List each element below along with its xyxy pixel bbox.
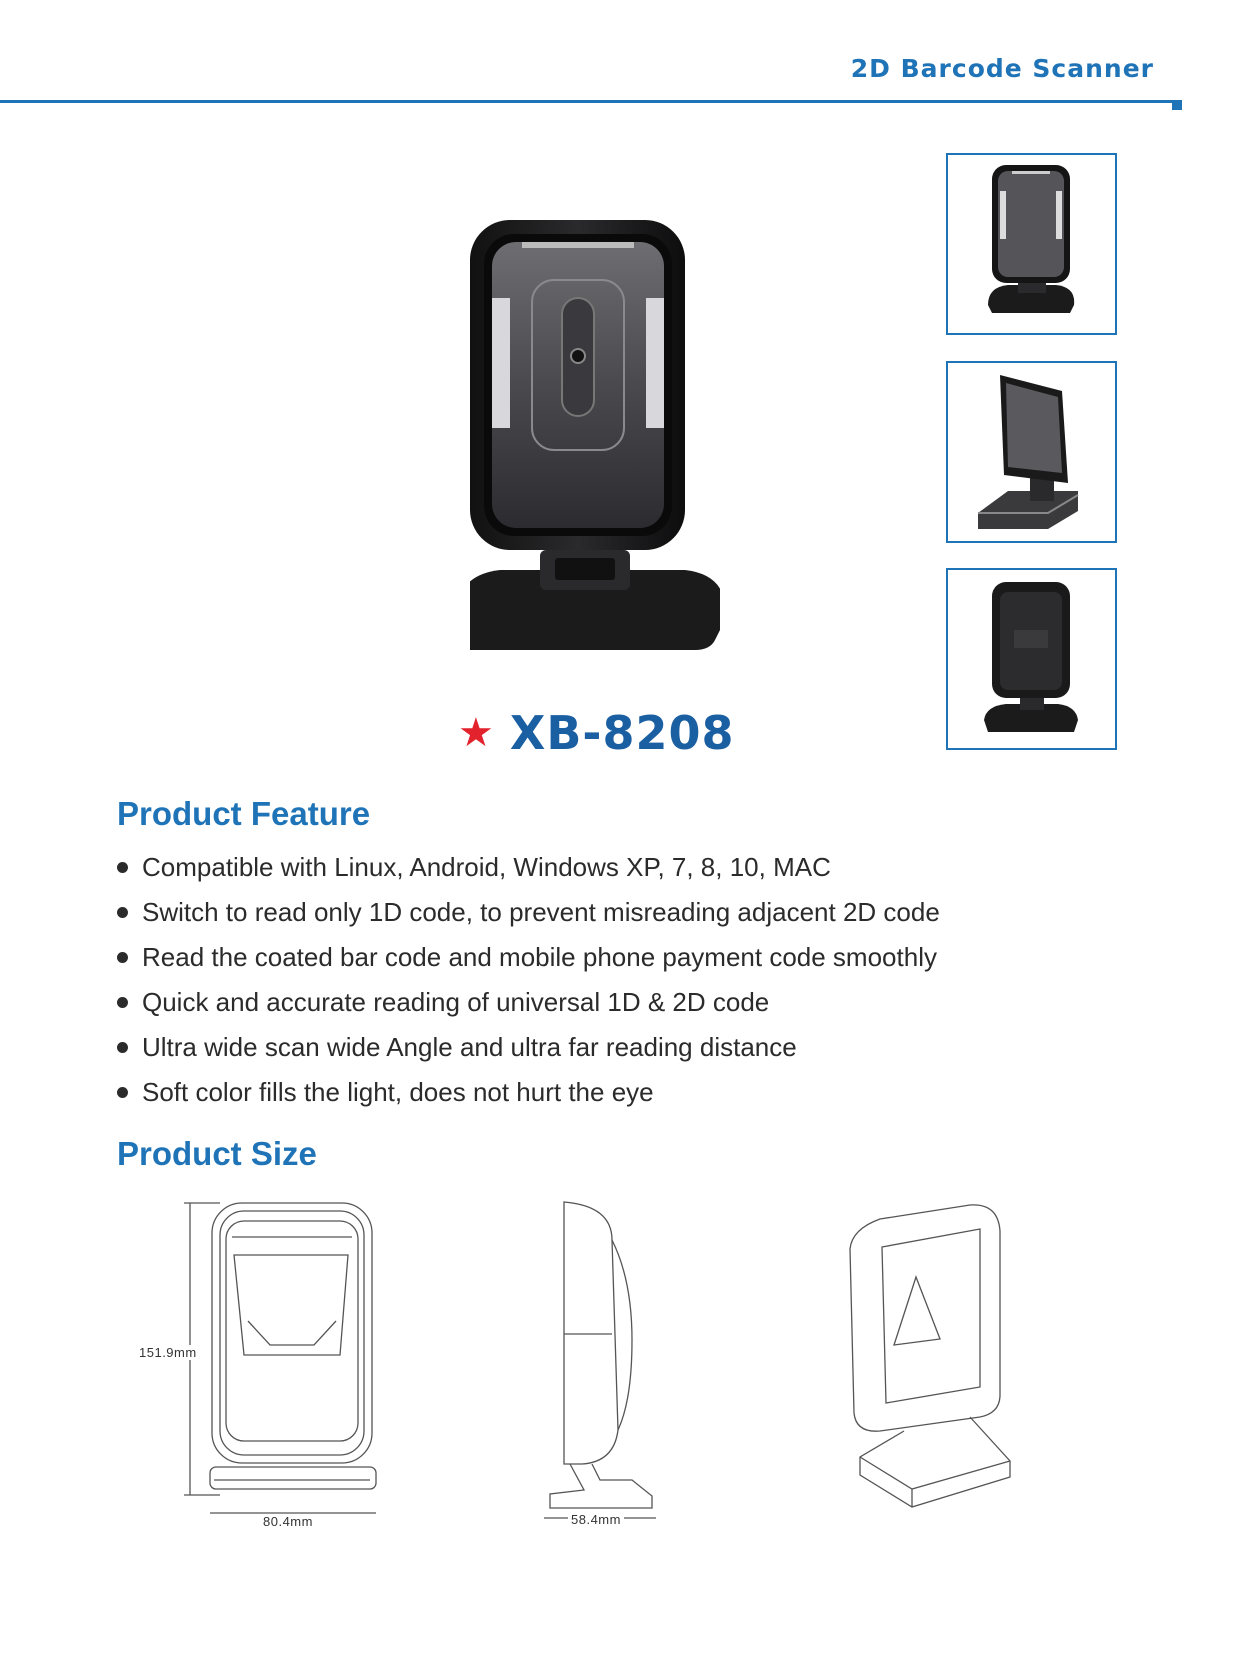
side-view-drawing xyxy=(540,1200,670,1530)
header-divider xyxy=(0,100,1180,103)
feature-item: Switch to read only 1D code, to prevent misreading adjacent 2D code xyxy=(117,890,940,935)
scanner-back-thumbnail xyxy=(948,570,1115,748)
bullet-icon xyxy=(117,1087,128,1098)
thumbnail-front xyxy=(946,153,1117,335)
isometric-view-drawing xyxy=(820,1195,1020,1515)
feature-item: Quick and accurate reading of universal 1D & 2D code xyxy=(117,980,940,1025)
scanner-front-thumbnail xyxy=(948,155,1115,333)
product-feature-title: Product Feature xyxy=(117,795,371,832)
bullet-icon xyxy=(117,862,128,873)
width-dimension: 80.4mm xyxy=(260,1514,316,1529)
depth-dimension: 58.4mm xyxy=(568,1512,624,1527)
feature-item: Compatible with Linux, Android, Windows XP, 7, 8, 10, MAC xyxy=(117,845,940,890)
feature-item: Ultra wide scan wide Angle and ultra far reading distance xyxy=(117,1025,940,1070)
star-icon: ★ xyxy=(458,711,494,755)
thumbnail-back xyxy=(946,568,1117,750)
product-model-name: XB-8208 xyxy=(509,706,735,760)
bullet-icon xyxy=(117,907,128,918)
bullet-icon xyxy=(117,952,128,963)
front-view-drawing xyxy=(180,1195,380,1525)
scanner-angled-thumbnail xyxy=(948,363,1115,541)
page-header-title: 2D Barcode Scanner xyxy=(850,54,1154,83)
bullet-icon xyxy=(117,997,128,1008)
scanner-front-photo xyxy=(470,220,720,670)
header-divider-end xyxy=(1172,100,1182,110)
bullet-icon xyxy=(117,1042,128,1053)
thumbnail-angled xyxy=(946,361,1117,543)
feature-item: Soft color fills the light, does not hurt the eye xyxy=(117,1070,940,1115)
height-dimension: 151.9mm xyxy=(136,1345,200,1360)
feature-list xyxy=(117,845,940,1115)
product-model xyxy=(458,706,735,760)
product-size-title: Product Size xyxy=(117,1135,317,1172)
feature-item: Read the coated bar code and mobile phone payment code smoothly xyxy=(117,935,940,980)
